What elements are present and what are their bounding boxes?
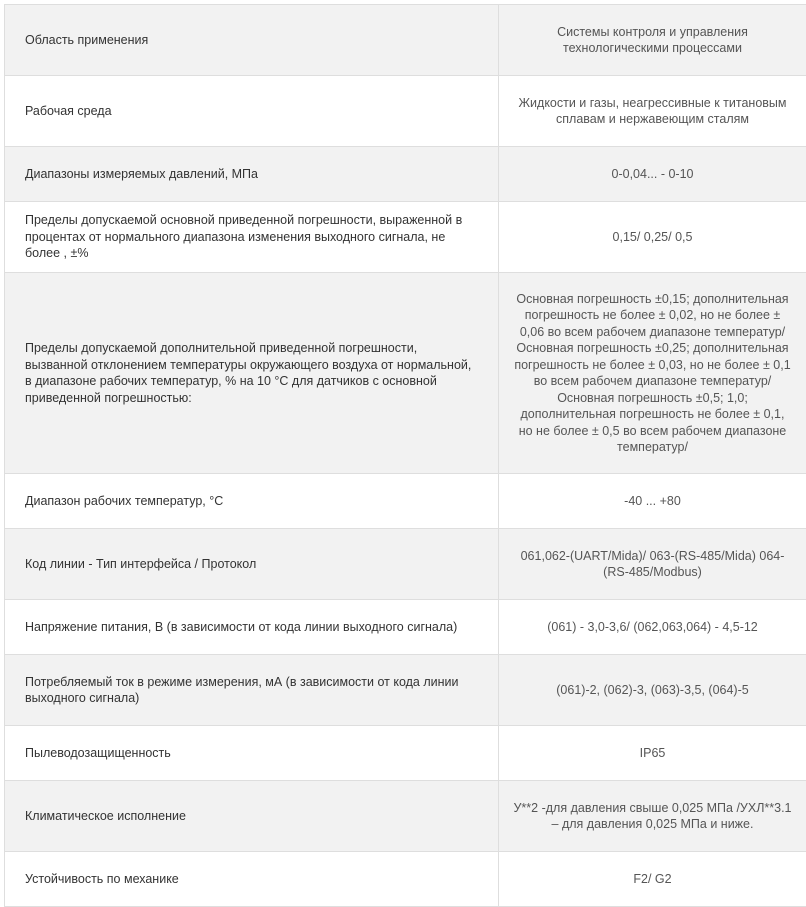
table-row	[5, 726, 806, 781]
spec-label: Пределы допускаемой дополнительной приведенной погрешности, вызванной отклонением температуры окружающего воздуха от нормальной, в диапазоне рабочих температур, % на 10 °С для датчиков с основной приведенной погрешностью:	[5, 273, 499, 474]
spec-value: F2/ G2	[499, 852, 806, 907]
spec-value: 0,15/ 0,25/ 0,5	[499, 202, 806, 273]
specifications-table	[4, 4, 806, 907]
spec-value: 061,062-(UART/Mida)/ 063-(RS-485/Mida) 064-(RS-485/Modbus)	[499, 529, 806, 600]
table-row	[5, 202, 806, 273]
spec-label: Потребляемый ток в режиме измерения, мА (в зависимости от кода линии выходного сигнала)	[5, 655, 499, 726]
spec-value: У**2 -для давления свыше 0,025 МПа /УХЛ**3.1 – для давления 0,025 МПа и ниже.	[499, 781, 806, 852]
spec-value: 0-0,04... - 0-10	[499, 147, 806, 202]
table-row	[5, 529, 806, 600]
table-row	[5, 655, 806, 726]
spec-label: Климатическое исполнение	[5, 781, 499, 852]
spec-value: IP65	[499, 726, 806, 781]
table-row	[5, 600, 806, 655]
spec-label: Диапазон рабочих температур, °С	[5, 474, 499, 529]
table-row	[5, 852, 806, 907]
spec-label: Пределы допускаемой основной приведенной погрешности, выраженной в процентах от нормального диапазона изменения выходного сигнала, не более , ±%	[5, 202, 499, 273]
spec-value: (061) - 3,0-3,6/ (062,063,064) - 4,5-12	[499, 600, 806, 655]
spec-value: Жидкости и газы, неагрессивные к титановым сплавам и нержавеющим сталям	[499, 76, 806, 147]
spec-label: Диапазоны измеряемых давлений, МПа	[5, 147, 499, 202]
spec-label: Устойчивость по механике	[5, 852, 499, 907]
spec-label: Область применения	[5, 5, 499, 76]
spec-label: Код линии - Тип интерфейса / Протокол	[5, 529, 499, 600]
table-row	[5, 474, 806, 529]
spec-value: (061)-2, (062)-3, (063)-3,5, (064)-5	[499, 655, 806, 726]
spec-value: Основная погрешность ±0,15; дополнительная погрешность не более ± 0,02, но не более ± 0,06 во всем рабочем диапазоне температур/ Основная погрешность ±0,25; дополнительная погрешность не более ± 0,03, но не более ± 0,1 во всем рабочем диапазоне температур/ Основная погрешность ±0,5; 1,0; дополнительная погрешность не более ± 0,1, но не более ± 0,5 во всем рабочем диапазоне температур/	[499, 273, 806, 474]
spec-value: -40 ... +80	[499, 474, 806, 529]
spec-label: Рабочая среда	[5, 76, 499, 147]
table-row	[5, 781, 806, 852]
table-row	[5, 273, 806, 474]
table-row	[5, 147, 806, 202]
spec-label: Пылеводозащищенность	[5, 726, 499, 781]
spec-label: Напряжение питания, В (в зависимости от кода линии выходного сигнала)	[5, 600, 499, 655]
table-row	[5, 76, 806, 147]
table-row	[5, 5, 806, 76]
spec-value: Системы контроля и управления технологическими процессами	[499, 5, 806, 76]
